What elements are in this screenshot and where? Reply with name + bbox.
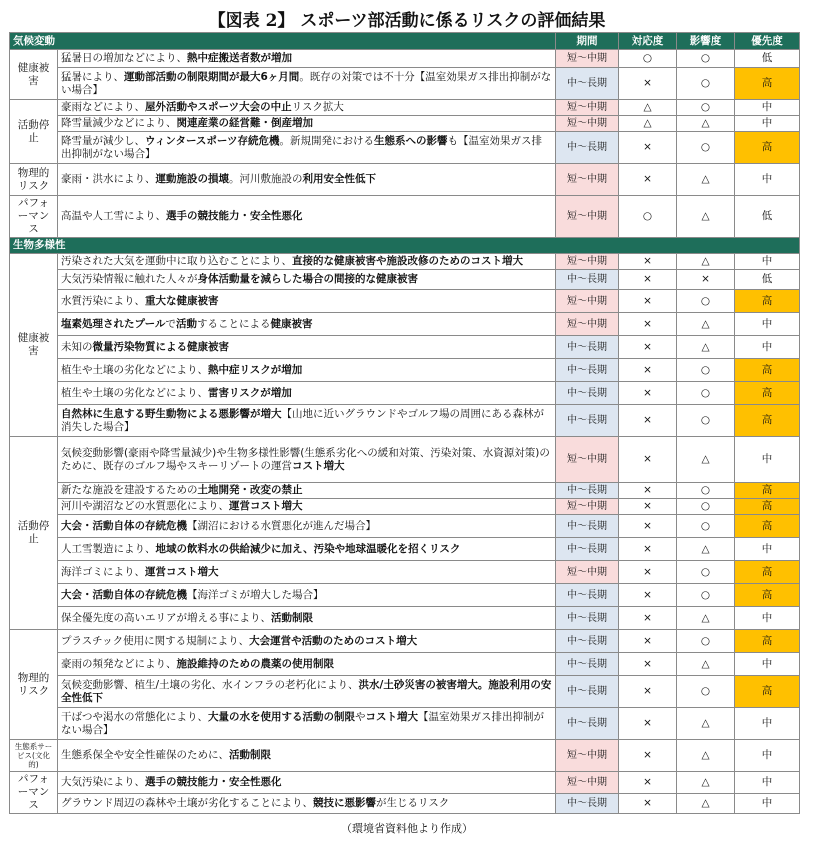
header-section: 気候変動 [10,33,556,50]
table-row [10,483,800,499]
priority-cell: 高 [735,68,800,100]
impact-cell: △ [677,708,735,740]
description-segment: 豪雨・洪水により、 [61,173,156,185]
risk-evaluation-table [9,32,800,814]
description-segment: 豪雨などにより、 [61,101,145,113]
impact-cell: ○ [677,382,735,405]
impact-cell: ○ [677,584,735,607]
response-cell: × [619,313,677,336]
risk-description [58,313,556,336]
priority-cell: 中 [735,794,800,814]
table-row [10,382,800,405]
description-segment: 自然林に生息する野生動物による悪影響が増大 [61,407,282,420]
description-segment: 塩素処理されたプール [61,317,166,330]
table-row [10,607,800,630]
priority-cell: 中 [735,254,800,270]
impact-cell: ○ [677,50,735,68]
risk-description [58,676,556,708]
category-cell: 健康被害 [10,50,58,100]
impact-cell: ○ [677,499,735,515]
risk-description [58,50,556,68]
description-segment: 未知の [61,340,93,353]
response-cell: △ [619,100,677,116]
table-row [10,196,800,238]
priority-cell: 高 [735,515,800,538]
period-cell: 中～長期 [556,405,619,437]
response-cell: △ [619,116,677,132]
section-title: 生物多様性 [10,238,800,254]
response-cell: × [619,561,677,584]
description-segment: 干ばつや渇水の常態化により、 [61,710,208,723]
impact-cell: △ [677,794,735,814]
table-row [10,584,800,607]
priority-cell: 中 [735,772,800,794]
header-priority: 優先度 [735,33,800,50]
table-body [10,50,800,814]
period-cell: 中～長期 [556,630,619,653]
description-segment: 土地開発・改変の禁止 [197,484,303,496]
period-cell: 中～長期 [556,676,619,708]
risk-description [58,336,556,359]
impact-cell: × [677,270,735,290]
impact-cell: △ [677,313,735,336]
category-cell: 健康被害 [10,254,58,437]
risk-description [58,499,556,515]
figure-title: 【図表 2】 スポーツ部活動に係るリスクの評価結果 [208,11,606,31]
table-row [10,437,800,483]
response-cell: × [619,794,677,814]
response-cell: × [619,336,677,359]
impact-cell: ○ [677,132,735,164]
table-row [10,405,800,437]
description-segment: プラスチック使用に関する規制により、 [61,634,250,647]
risk-description [58,630,556,653]
description-segment: 熱中症搬送者数が増加 [187,52,292,64]
risk-description [58,382,556,405]
risk-description [58,561,556,584]
period-cell: 中～長期 [556,132,619,164]
impact-cell: △ [677,116,735,132]
impact-cell: △ [677,740,735,772]
period-cell: 中～長期 [556,359,619,382]
description-segment: 選手の競技能力・安全性悪化 [166,210,303,222]
risk-description [58,116,556,132]
table-row [10,561,800,584]
description-segment: 降雪量が減少し、 [61,134,145,147]
description-segment: 屋外活動やスポーツ大会の中止 [145,101,292,113]
response-cell: × [619,676,677,708]
priority-cell: 中 [735,116,800,132]
description-segment: 河川や湖沼などの水質悪化により、 [61,500,229,512]
impact-cell: △ [677,653,735,676]
priority-cell: 高 [735,359,800,382]
description-segment: 活動制限 [271,611,313,624]
priority-cell: 低 [735,196,800,238]
risk-description [58,132,556,164]
response-cell: × [619,437,677,483]
description-segment: 活動 [175,317,197,330]
description-segment: 。既存の対策では不十分【温室効果ガス排出抑制がない場合】 [61,70,552,96]
priority-cell: 高 [735,676,800,708]
description-segment: 。新規開発における [279,134,375,147]
priority-cell: 中 [735,437,800,483]
period-cell: 短～中期 [556,196,619,238]
impact-cell: ○ [677,630,735,653]
response-cell: × [619,708,677,740]
priority-cell: 高 [735,405,800,437]
period-cell: 短～中期 [556,164,619,196]
section-header-row [10,238,800,254]
period-cell: 中～長期 [556,584,619,607]
description-segment: 気候変動影響(豪雨や降雪量減少)や生物多様性影響(生態系劣化への緩和対策、汚染対策、水資源対策)のために、既存のゴルフ場やスキーリゾートの運営 [61,446,550,472]
period-cell: 中～長期 [556,68,619,100]
risk-description [58,607,556,630]
response-cell: × [619,382,677,405]
description-segment: コスト増大 [292,459,345,472]
risk-description [58,538,556,561]
table-row [10,740,800,772]
description-segment: 猛暑日の増加などにより、 [61,52,187,64]
risk-description [58,100,556,116]
description-segment: 植生や土壌の劣化などにより、 [61,363,208,376]
table-row [10,68,800,100]
description-segment: 健康被害 [270,317,313,330]
table-row [10,313,800,336]
description-segment: 汚染された大気を運動中に取り込むことにより、 [61,255,292,267]
table-row [10,336,800,359]
description-segment: 気候変動影響、植生/土壌の劣化、水インフラの老朽化により、 [61,678,359,691]
response-cell: × [619,499,677,515]
table-header-row [10,33,800,50]
priority-cell: 高 [735,382,800,405]
risk-description [58,740,556,772]
description-segment: ウィンタースポーツ存続危機 [145,134,280,147]
priority-cell: 中 [735,607,800,630]
response-cell: × [619,68,677,100]
description-segment: 運動施設の損壊 [155,173,229,185]
table-row [10,132,800,164]
risk-description [58,196,556,238]
table-row [10,100,800,116]
impact-cell: △ [677,772,735,794]
description-segment: 高温や人工雪により、 [61,210,166,222]
description-segment: 【温室効果ガス排出抑制がない場合】 [61,710,544,736]
description-segment: グラウンド周辺の森林や土壌が劣化することにより、 [61,797,313,810]
priority-cell: 中 [735,164,800,196]
impact-cell: △ [677,196,735,238]
impact-cell: △ [677,607,735,630]
period-cell: 短～中期 [556,313,619,336]
period-cell: 中～長期 [556,538,619,561]
priority-cell: 中 [735,653,800,676]
priority-cell: 高 [735,630,800,653]
priority-cell: 高 [735,132,800,164]
impact-cell: ○ [677,561,735,584]
description-segment: 運営コスト増大 [229,500,303,512]
period-cell: 中～長期 [556,607,619,630]
description-segment: 直接的な健康被害や施設改修のためのコスト増大 [292,255,523,267]
description-segment: 植生や土壌の劣化などにより、 [61,386,208,399]
table-row [10,794,800,814]
risk-description [58,254,556,270]
priority-cell: 高 [735,290,800,313]
table-row [10,499,800,515]
impact-cell: △ [677,164,735,196]
category-cell: パフォーマンス [10,772,58,814]
description-segment: 降雪量減少などにより、 [61,117,177,129]
description-segment: 選手の競技能力・安全性悪化 [145,776,282,789]
description-segment: 雷害リスクが増加 [208,386,292,399]
priority-cell: 低 [735,50,800,68]
category-cell: 生態系サービス(文化的) [10,740,58,772]
response-cell: × [619,584,677,607]
risk-description [58,515,556,538]
priority-cell: 中 [735,740,800,772]
impact-cell: △ [677,336,735,359]
description-segment: 活動制限 [229,749,271,761]
risk-description [58,708,556,740]
description-segment: 【湖沼における水質悪化が進んだ場合】 [187,519,376,532]
response-cell: ○ [619,196,677,238]
table-row [10,515,800,538]
response-cell: × [619,359,677,382]
description-segment: 関連産業の経営難・倒産増加 [176,117,313,129]
priority-cell: 高 [735,483,800,499]
priority-cell: 低 [735,270,800,290]
description-segment: 海洋ゴミにより、 [61,565,145,578]
header-period: 期間 [556,33,619,50]
header-impact: 影響度 [677,33,735,50]
description-segment: 大会運営や活動のためのコスト増大 [249,634,418,647]
description-segment: 大会・活動自体の存続危機 [61,519,187,532]
impact-cell: △ [677,437,735,483]
source-note: （環境省資料他より作成） [341,822,473,835]
table-row [10,359,800,382]
risk-description [58,359,556,382]
risk-description [58,437,556,483]
risk-description [58,270,556,290]
period-cell: 短～中期 [556,437,619,483]
risk-description [58,584,556,607]
impact-cell: ○ [677,100,735,116]
description-segment: 人工雪製造により、 [61,542,156,555]
priority-cell: 高 [735,499,800,515]
impact-cell: ○ [677,290,735,313]
risk-description [58,405,556,437]
priority-cell: 中 [735,100,800,116]
description-segment: 利用安全性低下 [302,173,376,185]
description-segment: で [165,317,176,330]
period-cell: 短～中期 [556,740,619,772]
impact-cell: ○ [677,359,735,382]
description-segment: 施設維持のための農薬の使用制限 [176,657,334,670]
period-cell: 中～長期 [556,336,619,359]
response-cell: ○ [619,50,677,68]
description-segment: 。河川敷施設の [229,173,303,185]
impact-cell: ○ [677,676,735,708]
risk-description [58,483,556,499]
description-segment: することによる [196,317,271,330]
table-row [10,164,800,196]
table-row [10,50,800,68]
response-cell: × [619,132,677,164]
table-row [10,653,800,676]
description-segment: 水質汚染により、 [61,294,145,307]
period-cell: 短～中期 [556,116,619,132]
description-segment: 大気汚染により、 [61,776,145,789]
description-segment: 地域の飲料水の供給減少に加え、汚染や地球温暖化を招くリスク [155,542,461,555]
response-cell: × [619,270,677,290]
risk-description [58,68,556,100]
impact-cell: ○ [677,483,735,499]
risk-description [58,772,556,794]
response-cell: × [619,607,677,630]
category-cell: 活動停止 [10,437,58,630]
period-cell: 中～長期 [556,653,619,676]
response-cell: × [619,483,677,499]
period-cell: 中～長期 [556,794,619,814]
description-segment: 重大な健康被害 [145,294,219,307]
period-cell: 短～中期 [556,561,619,584]
table-row [10,772,800,794]
description-segment: 生態系保全や安全性確保のために、 [61,749,229,761]
description-segment: 新たな施設を建設するための [61,484,198,496]
description-segment: 【海洋ゴミが増大した場合】 [187,588,324,601]
response-cell: × [619,653,677,676]
category-cell: 物理的リスク [10,164,58,196]
priority-cell: 高 [735,561,800,584]
period-cell: 短～中期 [556,499,619,515]
table-row [10,676,800,708]
impact-cell: △ [677,254,735,270]
priority-cell: 中 [735,313,800,336]
description-segment: 猛暑により、 [61,70,124,83]
period-cell: 中～長期 [556,483,619,499]
table-row [10,290,800,313]
response-cell: × [619,515,677,538]
description-segment: や [355,710,366,723]
description-segment: 豪雨の頻発などにより、 [61,657,177,670]
period-cell: 中～長期 [556,270,619,290]
risk-description [58,164,556,196]
period-cell: 中～長期 [556,708,619,740]
description-segment: リスク拡大 [291,101,344,113]
response-cell: × [619,405,677,437]
header-response: 対応度 [619,33,677,50]
response-cell: × [619,772,677,794]
description-segment: 大気汚染情報に触れた人々が [61,273,198,285]
period-cell: 短～中期 [556,100,619,116]
description-segment: 微量汚染物質による健康被害 [92,340,229,353]
description-segment: 熱中症リスクが増加 [208,363,303,376]
response-cell: × [619,290,677,313]
category-cell: パフォーマンス [10,196,58,238]
period-cell: 中～長期 [556,382,619,405]
table-row [10,708,800,740]
response-cell: × [619,164,677,196]
description-segment: 【山地に近いグラウンドやゴルフ場の周囲にある森林が消失した場合】 [61,407,544,433]
period-cell: 短～中期 [556,254,619,270]
table-row [10,630,800,653]
table-row [10,270,800,290]
description-segment: コスト増大 [365,710,418,723]
impact-cell: ○ [677,405,735,437]
description-segment: 大量の水を使用する活動の制限 [208,710,355,723]
table-row [10,254,800,270]
impact-cell: △ [677,538,735,561]
priority-cell: 中 [735,708,800,740]
impact-cell: ○ [677,68,735,100]
response-cell: × [619,538,677,561]
description-segment: 洪水/土砂災害の被害増大。施設利用の安全性低下 [61,678,552,704]
period-cell: 短～中期 [556,50,619,68]
description-segment: が生じるリスク [376,797,450,810]
response-cell: × [619,254,677,270]
impact-cell: ○ [677,515,735,538]
response-cell: × [619,630,677,653]
description-segment: 身体活動量を減らした場合の間接的な健康被害 [197,273,418,285]
category-cell: 物理的リスク [10,630,58,740]
description-segment: 大会・活動自体の存続危機 [61,588,187,601]
risk-description [58,653,556,676]
description-segment: 運動部活動の制限期間が最大6ヶ月間 [124,70,300,83]
description-segment: 保全優先度の高いエリアが増える事により、 [61,611,271,624]
description-segment: 競技に悪影響 [313,797,376,810]
risk-description [58,794,556,814]
risk-description [58,290,556,313]
period-cell: 中～長期 [556,515,619,538]
priority-cell: 中 [735,538,800,561]
description-segment: も【温室効果ガス排出抑制がない場合】 [61,134,543,160]
response-cell: × [619,740,677,772]
category-cell: 活動停止 [10,100,58,164]
table-row [10,538,800,561]
description-segment: 生態系への影響 [374,134,448,147]
table-row [10,116,800,132]
description-segment: 運営コスト増大 [145,565,219,578]
priority-cell: 中 [735,336,800,359]
period-cell: 短～中期 [556,290,619,313]
period-cell: 短～中期 [556,772,619,794]
priority-cell: 高 [735,584,800,607]
